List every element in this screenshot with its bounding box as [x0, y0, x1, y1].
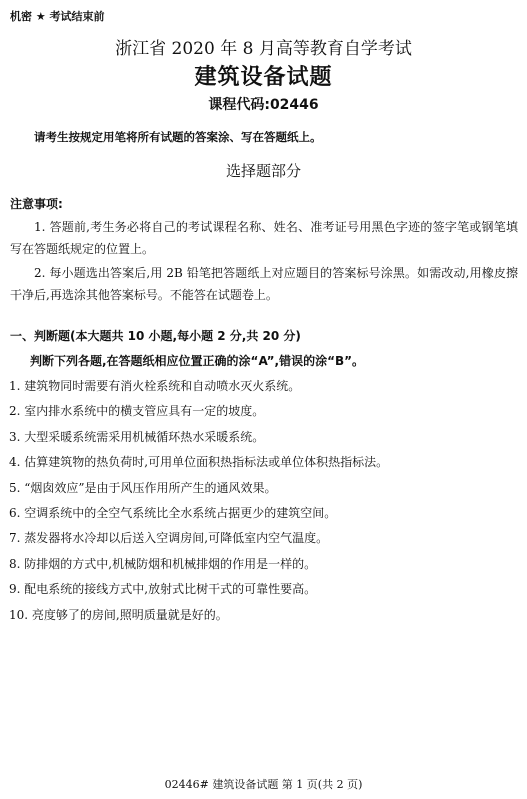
- question-item: 1. 建筑物同时需要有消火栓系统和自动喷水灭火系统。: [9, 379, 301, 393]
- question-item: 8. 防排烟的方式中,机械防烟和机械排烟的作用是一样的。: [9, 556, 317, 571]
- question-item: 9. 配电系统的接线方式中,放射式比树干式的可靠性要高。: [9, 582, 317, 597]
- question-item: 6. 空调系统中的全空气系统比全水系统占据更少的建筑空间。: [9, 505, 337, 520]
- answer-instruction: 请考生按规定用笔将所有试题的答案涂、写在答题纸上。: [34, 130, 322, 144]
- part-title: 选择题部分: [225, 162, 301, 180]
- question-item: 10. 亮度够了的房间,照明质量就是好的。: [9, 607, 228, 622]
- question-list: [9, 377, 388, 631]
- note-item-1: 1. 答题前,考生务必将自己的考试课程名称、姓名、准考证号用黑色字迹的签字笔或钢笔填写在答题纸规定的位置上。: [10, 220, 518, 256]
- exam-title: 浙江省 2020 年 8 月高等教育自学考试: [115, 39, 412, 59]
- note-item-2: 2. 每小题选出答案后,用 2B 铅笔把答题纸上对应题目的答案标号涂黑。如需改动,用橡皮擦干净后,再选涂其他答案标号。不能答在试题卷上。: [10, 266, 518, 302]
- notes-heading: 注意事项:: [10, 197, 63, 211]
- question-item: 2. 室内排水系统中的横支管应具有一定的坡度。: [9, 404, 265, 419]
- question-item: 3. 大型采暖系统需采用机械循环热水采暖系统。: [9, 429, 265, 444]
- section-instruction: 判断下列各题,在答题纸相应位置正确的涂“A”,错误的涂“B”。: [30, 354, 364, 368]
- subject-title: 建筑设备试题: [194, 65, 333, 90]
- question-item: 4. 估算建筑物的热负荷时,可用单位面积热指标法或单位体积热指标法。: [9, 455, 389, 470]
- page-footer: 02446# 建筑设备试题 第 1 页(共 2 页): [164, 778, 363, 791]
- course-code: 课程代码:02446: [208, 97, 319, 113]
- question-item: 5. “烟囱效应”是由于风压作用所产生的通风效果。: [9, 480, 277, 495]
- section-heading: 一、判断题(本大题共 10 小题,每小题 2 分,共 20 分): [10, 329, 301, 343]
- question-item: 7. 蒸发器将水冷却以后送入空调房间,可降低室内空气温度。: [9, 531, 329, 546]
- confidential-mark: 机密 ★ 考试结束前: [10, 10, 105, 23]
